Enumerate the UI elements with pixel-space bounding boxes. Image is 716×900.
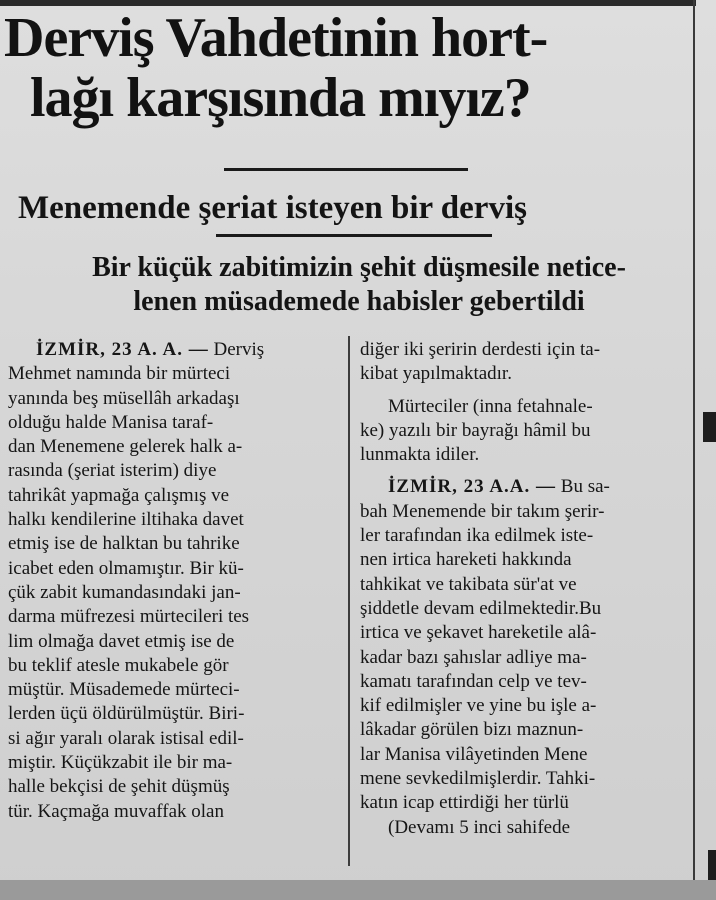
text-line: ler tarafından ika edilmek iste-	[360, 525, 594, 547]
text-line: bah Menemende bir takım şerir-	[360, 500, 605, 522]
text-line: Derviş	[213, 339, 265, 360]
text-line: olduğu halde Manisa taraf-	[8, 411, 214, 433]
text-line: dan Menemene gelerek halk a-	[8, 436, 243, 458]
text-line: darma müfrezesi mürtecileri tes	[8, 606, 250, 628]
deck-line-1: Bir küçük zabitimizin şehit düşmesile netice-	[92, 252, 626, 283]
text-line: lar Manisa vilâyetinden Mene	[360, 743, 588, 765]
column-1-first-line	[8, 338, 342, 362]
column-separator	[348, 336, 350, 866]
text-line: lunmakta idiler.	[360, 444, 480, 466]
article-column-2	[360, 338, 690, 840]
continuation-note: (Devamı 5 inci sahifede	[388, 816, 571, 838]
text-line: nen irtica hareketi hakkında	[360, 549, 572, 571]
text-line: kif edilmişler ve yine bu işle a-	[360, 695, 597, 717]
right-column-rule	[693, 0, 695, 900]
text-line: tahkikat ve takibata sür'at ve	[360, 573, 577, 595]
headline-line-1: Derviş Vahdetinin hort-	[4, 7, 548, 69]
bottom-edge-strip	[0, 880, 716, 900]
text-line: katın icap ettirdiği her türlü	[360, 792, 569, 814]
text-line: diğer iki şeririn derdesti için ta-	[360, 339, 601, 360]
subheadline: Menemende şeriat isteyen bir derviş	[18, 190, 527, 226]
subheadline-divider	[216, 234, 492, 237]
deck-line-2: lenen müsademede habisler gebertildi	[133, 286, 585, 317]
text-line: bu teklif atesle mukabele gör	[8, 654, 229, 676]
text-line: mene sevkedilmişlerdir. Tahki-	[360, 768, 596, 790]
dateline: İZMİR, 23 A. A. —	[36, 339, 209, 360]
text-line: kibat yapılmaktadır.	[360, 363, 512, 385]
text-line: müştür. Müsademede mürteci-	[8, 679, 240, 701]
text-line: lerden üçü öldürülmüştür. Biri-	[8, 703, 245, 725]
text-line: Mürteciler (inna fetahnale-	[388, 395, 593, 417]
text-line: çük zabit kumandasındaki jan-	[8, 581, 241, 603]
text-line: kamatı tarafından celp ve tev-	[360, 670, 587, 692]
dateline: İZMİR, 23 A.A. —	[388, 476, 557, 498]
text-line: yanında beş müsellâh arkadaşı	[8, 387, 240, 409]
article-column-1	[8, 338, 342, 824]
headline-divider	[224, 168, 468, 171]
headline	[4, 8, 694, 128]
text-line: si ağır yaralı olarak istisal edil-	[8, 727, 244, 749]
adjacent-column-fragment	[703, 412, 716, 442]
text-line: halle bekçisi de şehit düşmüş	[8, 776, 230, 798]
text-line: lim olmağa davet etmiş ise de	[8, 630, 235, 652]
text-line: tahrikât yapmağa çalışmış ve	[8, 484, 230, 506]
text-line: şiddetle devam edilmektedir.Bu	[360, 597, 602, 619]
headline-line-2: lağı karşısında mıyız?	[30, 67, 531, 129]
text-line: tür. Kaçmağa muvaffak olan	[8, 800, 224, 822]
deck	[24, 251, 694, 319]
text-line: irtica ve şekavet hareketile alâ-	[360, 622, 597, 644]
text-line: Bu sa-	[560, 476, 610, 498]
text-line: lâkadar görülen bizı maznun-	[360, 719, 584, 741]
top-border-rule	[0, 0, 696, 6]
text-line: etmiş ise de halktan bu tahrike	[8, 533, 240, 555]
text-line: ke) yazılı bir bayrağı hâmil bu	[360, 419, 591, 441]
text-line: Mehmet namında bir mürteci	[8, 363, 231, 385]
text-line: kadar bazı şahıslar adliye ma-	[360, 646, 587, 668]
text-line: miştir. Küçükzabit ile bir ma-	[8, 752, 233, 774]
text-line: halkı kendilerine iltihaka davet	[8, 509, 244, 531]
text-line: icabet eden olmamıştır. Bir kü-	[8, 557, 244, 579]
text-line: rasında (şeriat isterim) diye	[8, 460, 217, 482]
column-2-dateline-line	[360, 475, 690, 499]
